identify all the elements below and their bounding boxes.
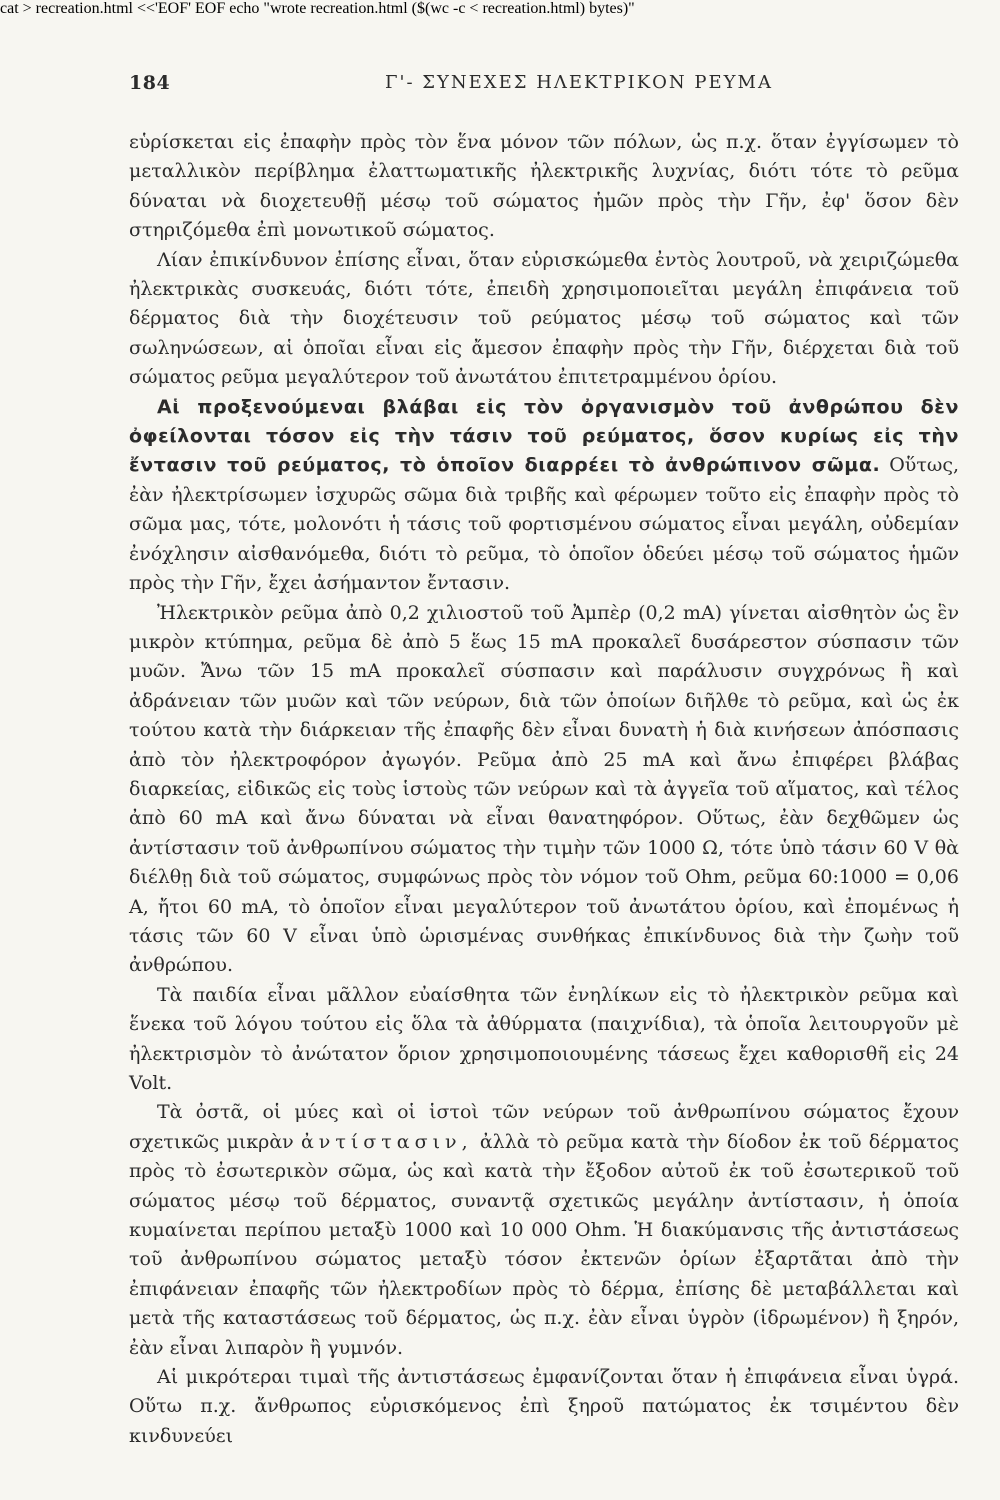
bold-statement: Αἱ προξενούμεναι βλάβαι εἰς τὸν ὀργανισμὸν τοῦ ἀνθρώπου δὲν ὀφείλονται τόσον εἰς τὴν τάσιν τοῦ ρεύματος, ὅσον κυρίως εἰς τὴν ἔντασιν τοῦ ρεύματος, τὸ ὁποῖον διαρρέει τὸ ἀνθρώπινον σῶμα. xyxy=(129,395,959,477)
paragraph-7: Αἱ μικρότεραι τιμαὶ τῆς ἀντιστάσεως ἐμφανίζονται ὅταν ἡ ἐπιφάνεια εἶναι ὑγρά. Οὕτω π.χ. ἄνθρωπος εὑρισκόμενος ἐπὶ ξηροῦ πατώματος ἐκ τσιμέντου δὲν κινδυνεύει xyxy=(129,1366,959,1447)
paragraph-4: Ἠλεκτρικὸν ρεῦμα ἀπὸ 0,2 χιλιοστοῦ τοῦ Ἀμπὲρ (0,2 mA) γίνεται αἰσθητὸν ὡς ἓν μικρὸν κτύπημα, ρεῦμα δὲ ἀπὸ 5 ἕως 15 mA προκαλεῖ δυσάρεστον σύσπασιν τῶν μυῶν. Ἄνω τῶν 15 mA προκαλεῖ σύσπασιν καὶ παράλυσιν συγχρόνως ἢ καὶ ἀδράνειαν τῶν μυῶν καὶ τῶν νεύρων, διὰ τῶν ὁποίων διῆλθε τὸ ρεῦμα, καὶ ὡς ἐκ τούτου κατὰ τὴν διάρκειαν τῆς ἐπαφῆς δὲν εἶναι δυνατὴ ἡ διὰ κινήσεων ἀπόσπασις ἀπὸ τὸν ἠλεκτροφόρον ἀγωγόν. Ρεῦμα ἀπὸ 25 mA καὶ ἄνω ἐπιφέρει βλάβας διαρκείας, εἰδικῶς εἰς τοὺς ἱστοὺς τῶν νεύρων καὶ τὰ ἀγγεῖα τοῦ αἵματος, καὶ τέλος ἀπὸ 60 mA καὶ ἄνω δύναται νὰ εἶναι θανατηφόρον. Οὕτως, ἐὰν δεχθῶμεν ὡς ἀντίστασιν τοῦ ἀνθρωπίνου σώματος τὴν τιμὴν τῶν 1000 Ω, τότε ὑπὸ τάσιν 60 V θὰ διέλθῃ διὰ τοῦ σώματος, συμφώνως πρὸς τὸν νόμον τοῦ Ohm, ρεῦμα 60:1000 = 0,06 A, ἤτοι 60 mA, τὸ ὁποῖον εἶναι μεγαλύτερον τοῦ ἀνωτάτου ὁρίου, καὶ ἐπομένως ἡ τάσις τῶν 60 V εἶναι ὑπὸ ὡρισμένας συνθήκας ἐπικίνδυνος διὰ τὴν ζωὴν τοῦ ἀνθρώπου. xyxy=(129,601,959,977)
paragraph-5: Τὰ παιδία εἶναι μᾶλλον εὐαίσθητα τῶν ἐνηλίκων εἰς τὸ ἠλεκτρικὸν ρεῦμα καὶ ἕνεκα τοῦ λόγου τούτου εἰς ὅλα τὰ ἀθύρματα (παιχνίδια), τὰ ὁποῖα λειτουργοῦν μὲ ἠλεκτρισμὸν τὸ ἀνώτατον ὅριον χρησιμοποιουμένης τάσεως ἔχει καθορισθῆ εἰς 24 Volt. xyxy=(129,983,959,1094)
paragraph-6-start: Τὰ ὀστᾶ, οἱ μύες καὶ οἱ ἱστοὶ τῶν νεύρων τοῦ ἀνθρωπίνου σώματος ἔχουν σχετικῶς μικρὰν xyxy=(129,1101,959,1153)
chapter-title: Γ'- ΣΥΝΕΧΕΣ ΗΛΕΚΤΡΙΚΟΝ ΡΕΥΜΑ xyxy=(385,72,773,93)
spaced-term: ἀντίστασιν, xyxy=(300,1130,473,1153)
paragraph-1: εὑρίσκεται εἰς ἐπαφὴν πρὸς τὸν ἕνα μόνον τῶν πόλων, ὡς π.χ. ὅταν ἐγγίσωμεν τὸ μεταλλικὸν περίβλημα ἐλαττωματικῆς ἠλεκτρικῆς λυχνίας, διότι τότε τὸ ρεῦμα δύναται νὰ διοχετευθῇ μέσῳ τοῦ σώματος ἡμῶν πρὸς τὴν Γῆν, ἐφ' ὅσον δὲν στηριζόμεθα ἐπὶ μονωτικοῦ σώματος. xyxy=(129,131,959,242)
paragraph-6 xyxy=(129,1098,959,1363)
body-text xyxy=(129,128,959,1451)
paragraph-2: Λίαν ἐπικίνδυνον ἐπίσης εἶναι, ὅταν εὑρισκώμεθα ἐντὸς λουτροῦ, νὰ χειριζώμεθα ἠλεκτρικὰς συσκευάς, διότι τότε, ἐπειδὴ χρησιμοποιεῖται μεγάλη ἐπιφάνεια τοῦ δέρματος διὰ τὴν διοχέτευσιν τοῦ ρεύματος μέσῳ τοῦ σώματος καὶ τῶν σωληνώσεων, αἱ ὁποῖαι εἶναι εἰς ἄμεσον ἐπαφὴν πρὸς τὴν Γῆν, διέρχεται διὰ τοῦ σώματος ρεῦμα μεγαλύτερον τοῦ ἀνωτάτου ἐπιτετραμμένου ὁρίου. xyxy=(129,248,959,389)
paragraph-6-end: ἀλλὰ τὸ ρεῦμα κατὰ τὴν δίοδον ἐκ τοῦ δέρματος πρὸς τὸ ἐσωτερικὸν σῶμα, ὡς καὶ κατὰ τὴν ἔξοδον αὐτοῦ ἐκ τοῦ ἐσωτερικοῦ τοῦ σώματος μέσῳ τοῦ δέρματος, συναντᾷ σχετικῶς μεγάλην ἀντίστασιν, ἡ ὁποία κυμαίνεται περίπου μεταξὺ 1000 καὶ 10 000 Ohm. Ἡ διακύμανσις τῆς ἀντιστάσεως τοῦ ἀνθρωπίνου σώματος μεταξὺ τόσον ἐκτενῶν ὁρίων ἐξαρτᾶται ἀπὸ τὴν ἐπιφάνειαν ἐπαφῆς τῶν ἠλεκτροδίων πρὸς τὸ δέρμα, ἐπίσης δὲ μεταβάλλεται καὶ μετὰ τῆς καταστάσεως τοῦ δέρματος, ὡς π.χ. ἐὰν εἶναι ὑγρὸν (ἱδρωμένον) ἢ ξηρόν, ἐὰν εἶναι λιπαρὸν ἢ γυμνόν. xyxy=(129,1130,960,1359)
running-head xyxy=(129,72,959,98)
page-number: 184 xyxy=(129,72,171,94)
paragraph-3 xyxy=(129,393,959,599)
paragraph-3-rest: Οὕτως, ἐὰν ἠλεκτρίσωμεν ἰσχυρῶς σῶμα διὰ τριβῆς καὶ φέρωμεν τοῦτο εἰς ἐπαφὴν πρὸς τὸ σῶμα μας, τότε, μολονότι ἡ τάσις τοῦ φορτισμένου σώματος εἶναι μεγάλη, οὐδεμίαν ἐνόχλησιν αἰσθανόμεθα, διότι τὸ ρεῦμα, τὸ ὁποῖον ὁδεύει μέσῳ τοῦ σώματος ἡμῶν πρὸς τὴν Γῆν, ἔχει ἀσήμαντον ἔντασιν. xyxy=(129,454,959,595)
